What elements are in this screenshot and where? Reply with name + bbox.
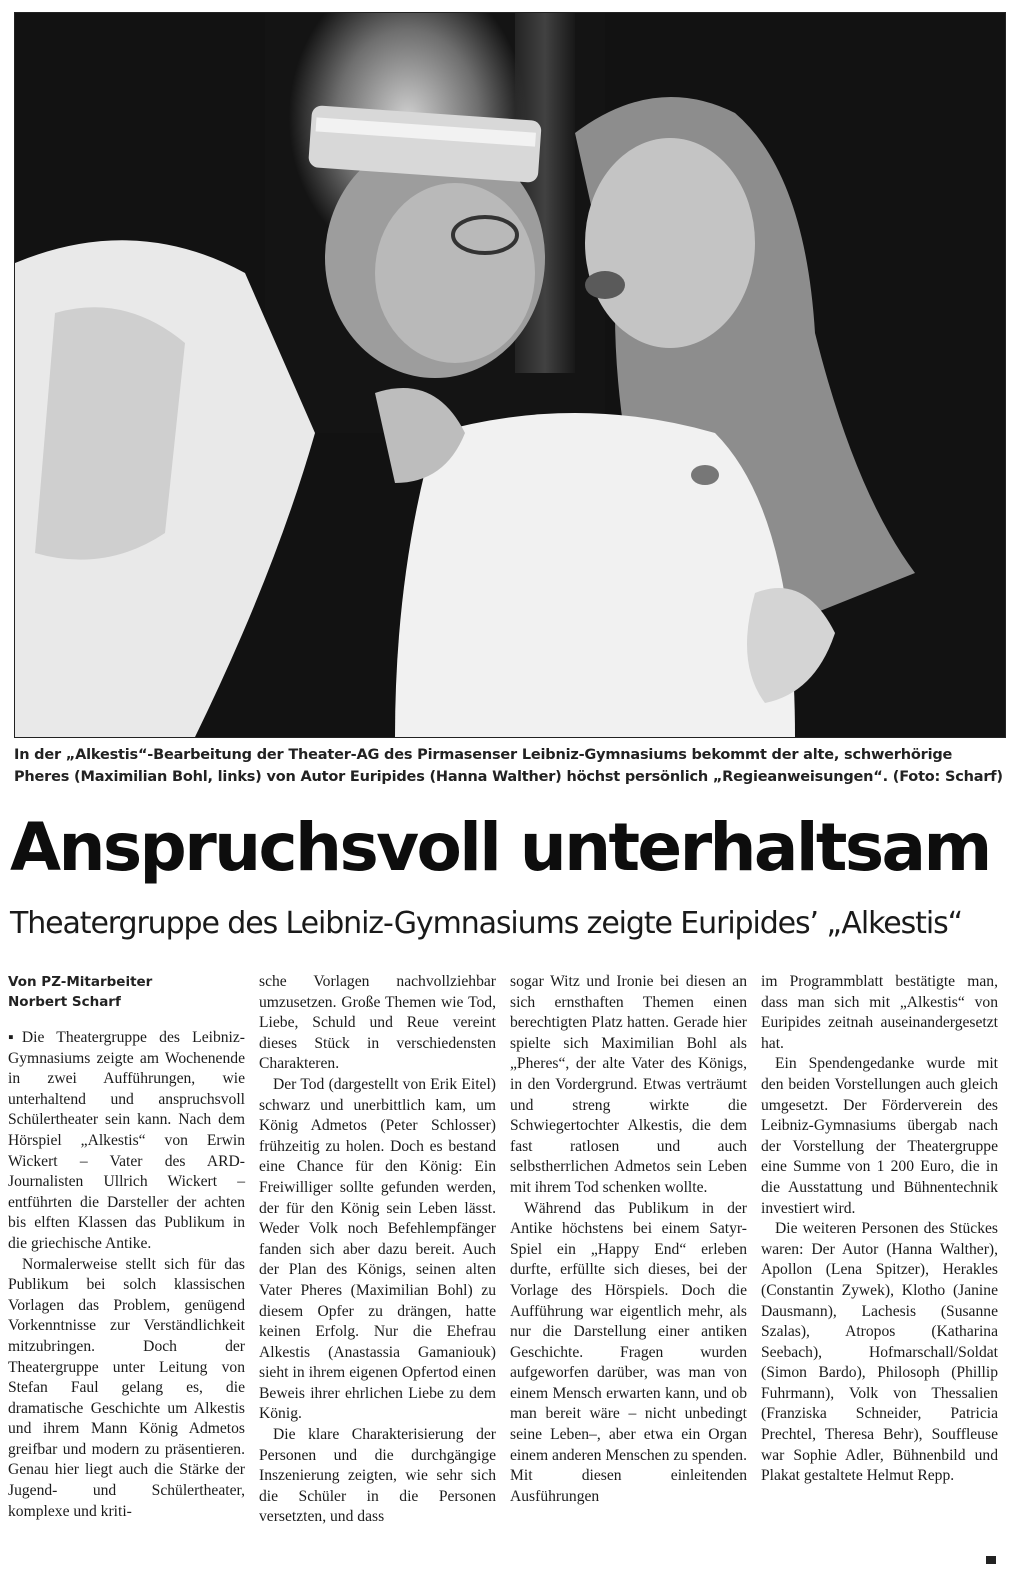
byline-author: Norbert Scharf [8, 994, 121, 1010]
paragraph: Der Tod (dargestellt von Erik Eitel) schwarz und unerbittlich kam, um König Admetos (Peter Schlosser) frühzeitig zu holen. Doch es bestand eine Chance für den König: Ein Freiwilliger sollte gefunden werden, der für den König sein Leben lässt. Weder Volk noch Befehlempfänger fanden sich aber dazu bereit. Auch der Plan des Königs, seinen alten Vater Pheres (Maximilian Bohl) zu diesem Opfer zu drängen, hatte keinen Erfolg. Nur die Ehefrau Alkestis (Anastassia Gamaniouk) sieht in ihrem eigenen Opfertod einen Beweis ihrer ehrlichen Liebe zu dem König. [259, 1075, 496, 1423]
paragraph: Die weiteren Personen des Stückes waren: Der Autor (Hanna Walther), Apollon (Lena Spitzer), Herakles (Constantin Zywek), Klotho (Janine Dausmann), Lachesis (Susanne Szalas), Atropos (Katharina Seebach), Hofmarschall/Soldat (Simon Bardo), Philosoph (Phillip Fuhrmann), Volk von Thessalien (Franziska Schneider, Patricia Prechtel, Theresa Behr), Souffleuse war Sophie Adler, Bühnenbild und Plakat gestaltete Helmut Repp. [761, 1220, 998, 1485]
paragraph: sche Vorlagen nachvollziehbar umzusetzen. Große Themen wie Tod, Liebe, Schuld und Reue vereint dieses Stück in verschiedensten Charakteren. [259, 973, 496, 1073]
column-3 [510, 972, 747, 1528]
subheadline: Theatergruppe des Leibniz-Gymnasiums zeigte Euripides’ „Alkestis“ [10, 906, 963, 941]
paragraph: Während das Publikum in der Antike höchstens bei einem Satyr-Spiel ein „Happy End“ erleben durfte, erfüllte sich dieses, bei der Vorlage des Hörspiels. Doch die Aufführung war eigentlich mehr, als nur die Darstellung einer antiken Geschichte. Fragen wurden aufgeworfen darüber, was man von einem Mensch erwarten kann, und ob man bereit wäre – nicht unbedingt seine Leben–, aber etwa ein Organ einem anderen Menschen zu spenden. Mit diesen einleitenden Ausführungen [510, 1199, 747, 1505]
paragraph: sogar Witz und Ironie bei diesen an sich ernsthaften Themen einen berechtigten Platz hatten. Gerade hier spielte sich Maximilian Bohl als „Pheres“, der alte Vater des Königs, in den Vordergrund. Etwas verträumt und streng wirkte die Schwiegertochter Alkestis, die dem fast ratlosen und auch selbstherrlichen Admetos sein Leben mit ihrem Tod schenken wollte. [510, 973, 747, 1196]
headline: Anspruchsvoll unterhaltsam [10, 809, 990, 886]
paragraph: ▪Die Theatergruppe des Leibniz-Gymnasiums zeigte am Wochenende in zwei Aufführungen, wie unterhaltend und anspruchsvoll Schülertheater sein kann. Nach dem Hörspiel „Alkestis“ von Erwin Wickert – Vater des ARD-Journalisten Ullrich Wickert – entführten die Darsteller der achten bis elften Klassen das Publikum in die griechische Antike. [8, 1029, 245, 1252]
photo-caption: In der „Alkestis“-Bearbeitung der Theater-AG des Pirmasenser Leibniz-Gymnasiums bekommt der alte, schwerhörige Pheres (Maximilian Bohl, links) von Autor Euripides (Hanna Walther) höchst persönlich „Regieanweisungen“. (Foto: Scharf) [14, 747, 1003, 785]
column-1 [8, 972, 245, 1528]
column-2 [259, 972, 496, 1528]
paragraph: Die klare Charakterisierung der Personen und die durchgängige Inszenierung zeigten, wie sehr sich die Schüler in die Personen versetzten, und dass [259, 1426, 496, 1526]
byline-role: Von PZ-Mitarbeiter [8, 974, 153, 990]
paragraph: Normalerweise stellt sich für das Publikum bei solch klassischen Vorlagen das Problem, genügend Vorkenntnisse zur Verständlichkeit mitzubringen. Doch der Theatergruppe unter Leitung von Stefan Faul gelang es, die dramatische Geschichte um Alkestis und ihrem Mann König Admetos greifbar und modern zu präsentieren. Genau hier liegt auch die Stärke der Jugend- und Schülertheater, komplexe und kriti- [8, 1255, 245, 1520]
byline [8, 972, 245, 1012]
photo-icon [15, 13, 1005, 737]
paragraph: Ein Spendengedanke wurde mit den beiden Vorstellungen auch gleich umgesetzt. Der Förderverein des Leibniz-Gymnasiums übergab nach der Vorstellung der Theatergruppe eine Summe von 1 200 Euro, die in die Ausstattung und Bühnentechnik investiert wird. [761, 1055, 998, 1217]
end-of-article-mark [986, 1556, 996, 1564]
article-body [8, 972, 1000, 1528]
column-4 [761, 972, 998, 1528]
paragraph: im Programmblatt bestätigte man, dass man sich mit „Alkestis“ von Euripides zeitnah auseinandergesetzt hat. [761, 973, 998, 1052]
article-photo [14, 12, 1006, 738]
